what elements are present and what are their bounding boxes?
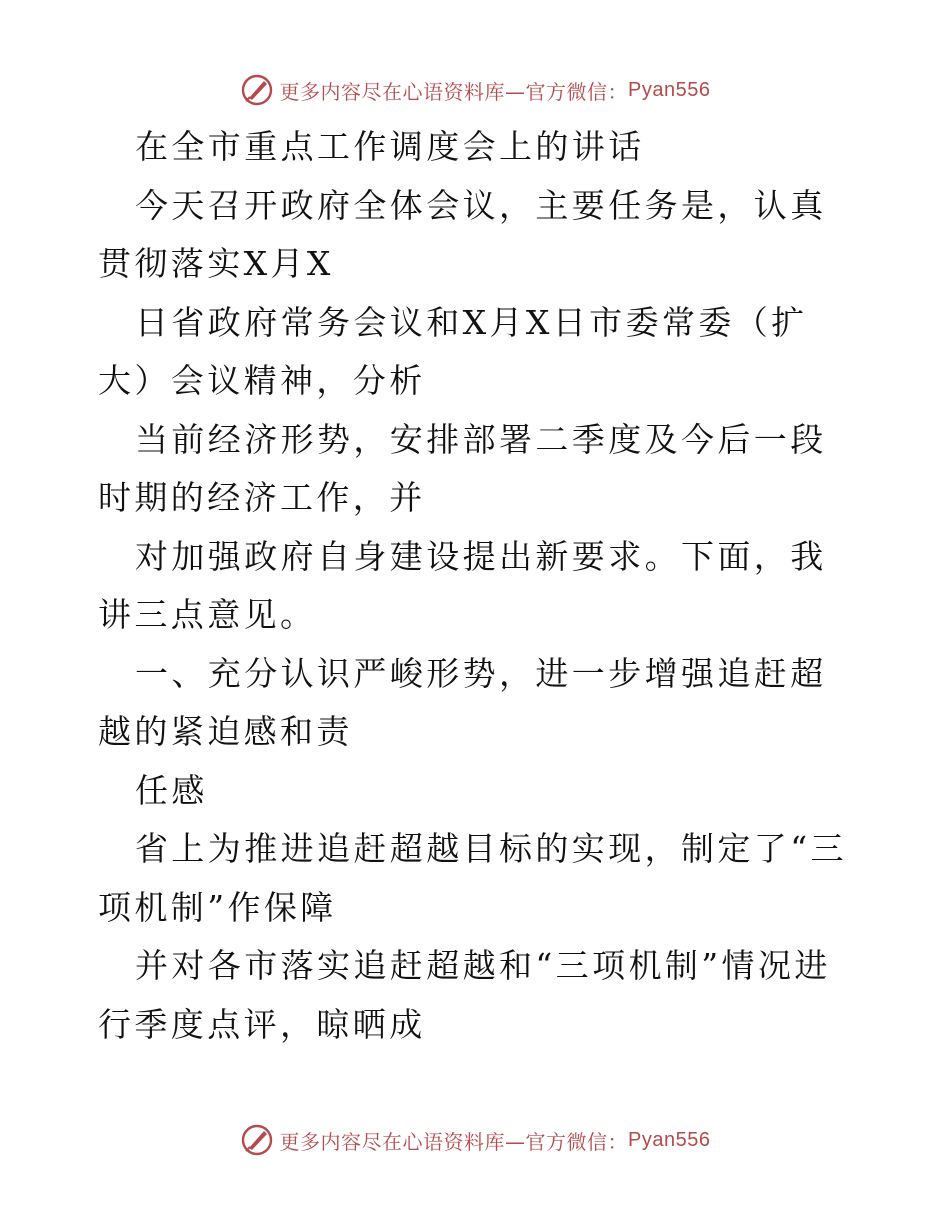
quill-logo-icon [240,73,274,107]
quill-logo-icon [240,1123,274,1157]
section-heading: 一、充分认识严峻形势，进一步增强追赶超越的紧迫感和责 [98,653,827,751]
paragraph: 省上为推进追赶超越目标的实现，制定了“三项机制”作保障 [98,829,847,927]
watermark-text: 更多内容尽在心语资料库—官方微信： [279,1129,629,1154]
paragraph: 日省政府常务会议和X月X日市委常委（扩大）会议精神，分析 [98,302,808,400]
document-body [98,118,858,1054]
watermark-account: Pyan556 [628,1128,711,1151]
document-title: 在全市重点工作调度会上的讲话 [135,127,645,166]
watermark-account: Pyan556 [628,78,711,101]
paragraph: 并对各市落实追赶超越和“三项机制”情况进行季度点评，晾晒成 [98,946,831,1044]
paragraph: 对加强政府自身建设提出新要求。下面，我讲三点意见。 [98,536,827,634]
paragraph: 当前经济形势，安排部署二季度及今后一段时期的经济工作，并 [98,419,827,517]
paragraph: 任感 [135,770,208,810]
header-watermark [0,72,950,108]
watermark-text: 更多内容尽在心语资料库—官方微信： [279,79,629,104]
paragraph: 今天召开政府全体会议，主要任务是，认真贯彻落实X月X [98,185,827,283]
footer-watermark [0,1122,950,1158]
